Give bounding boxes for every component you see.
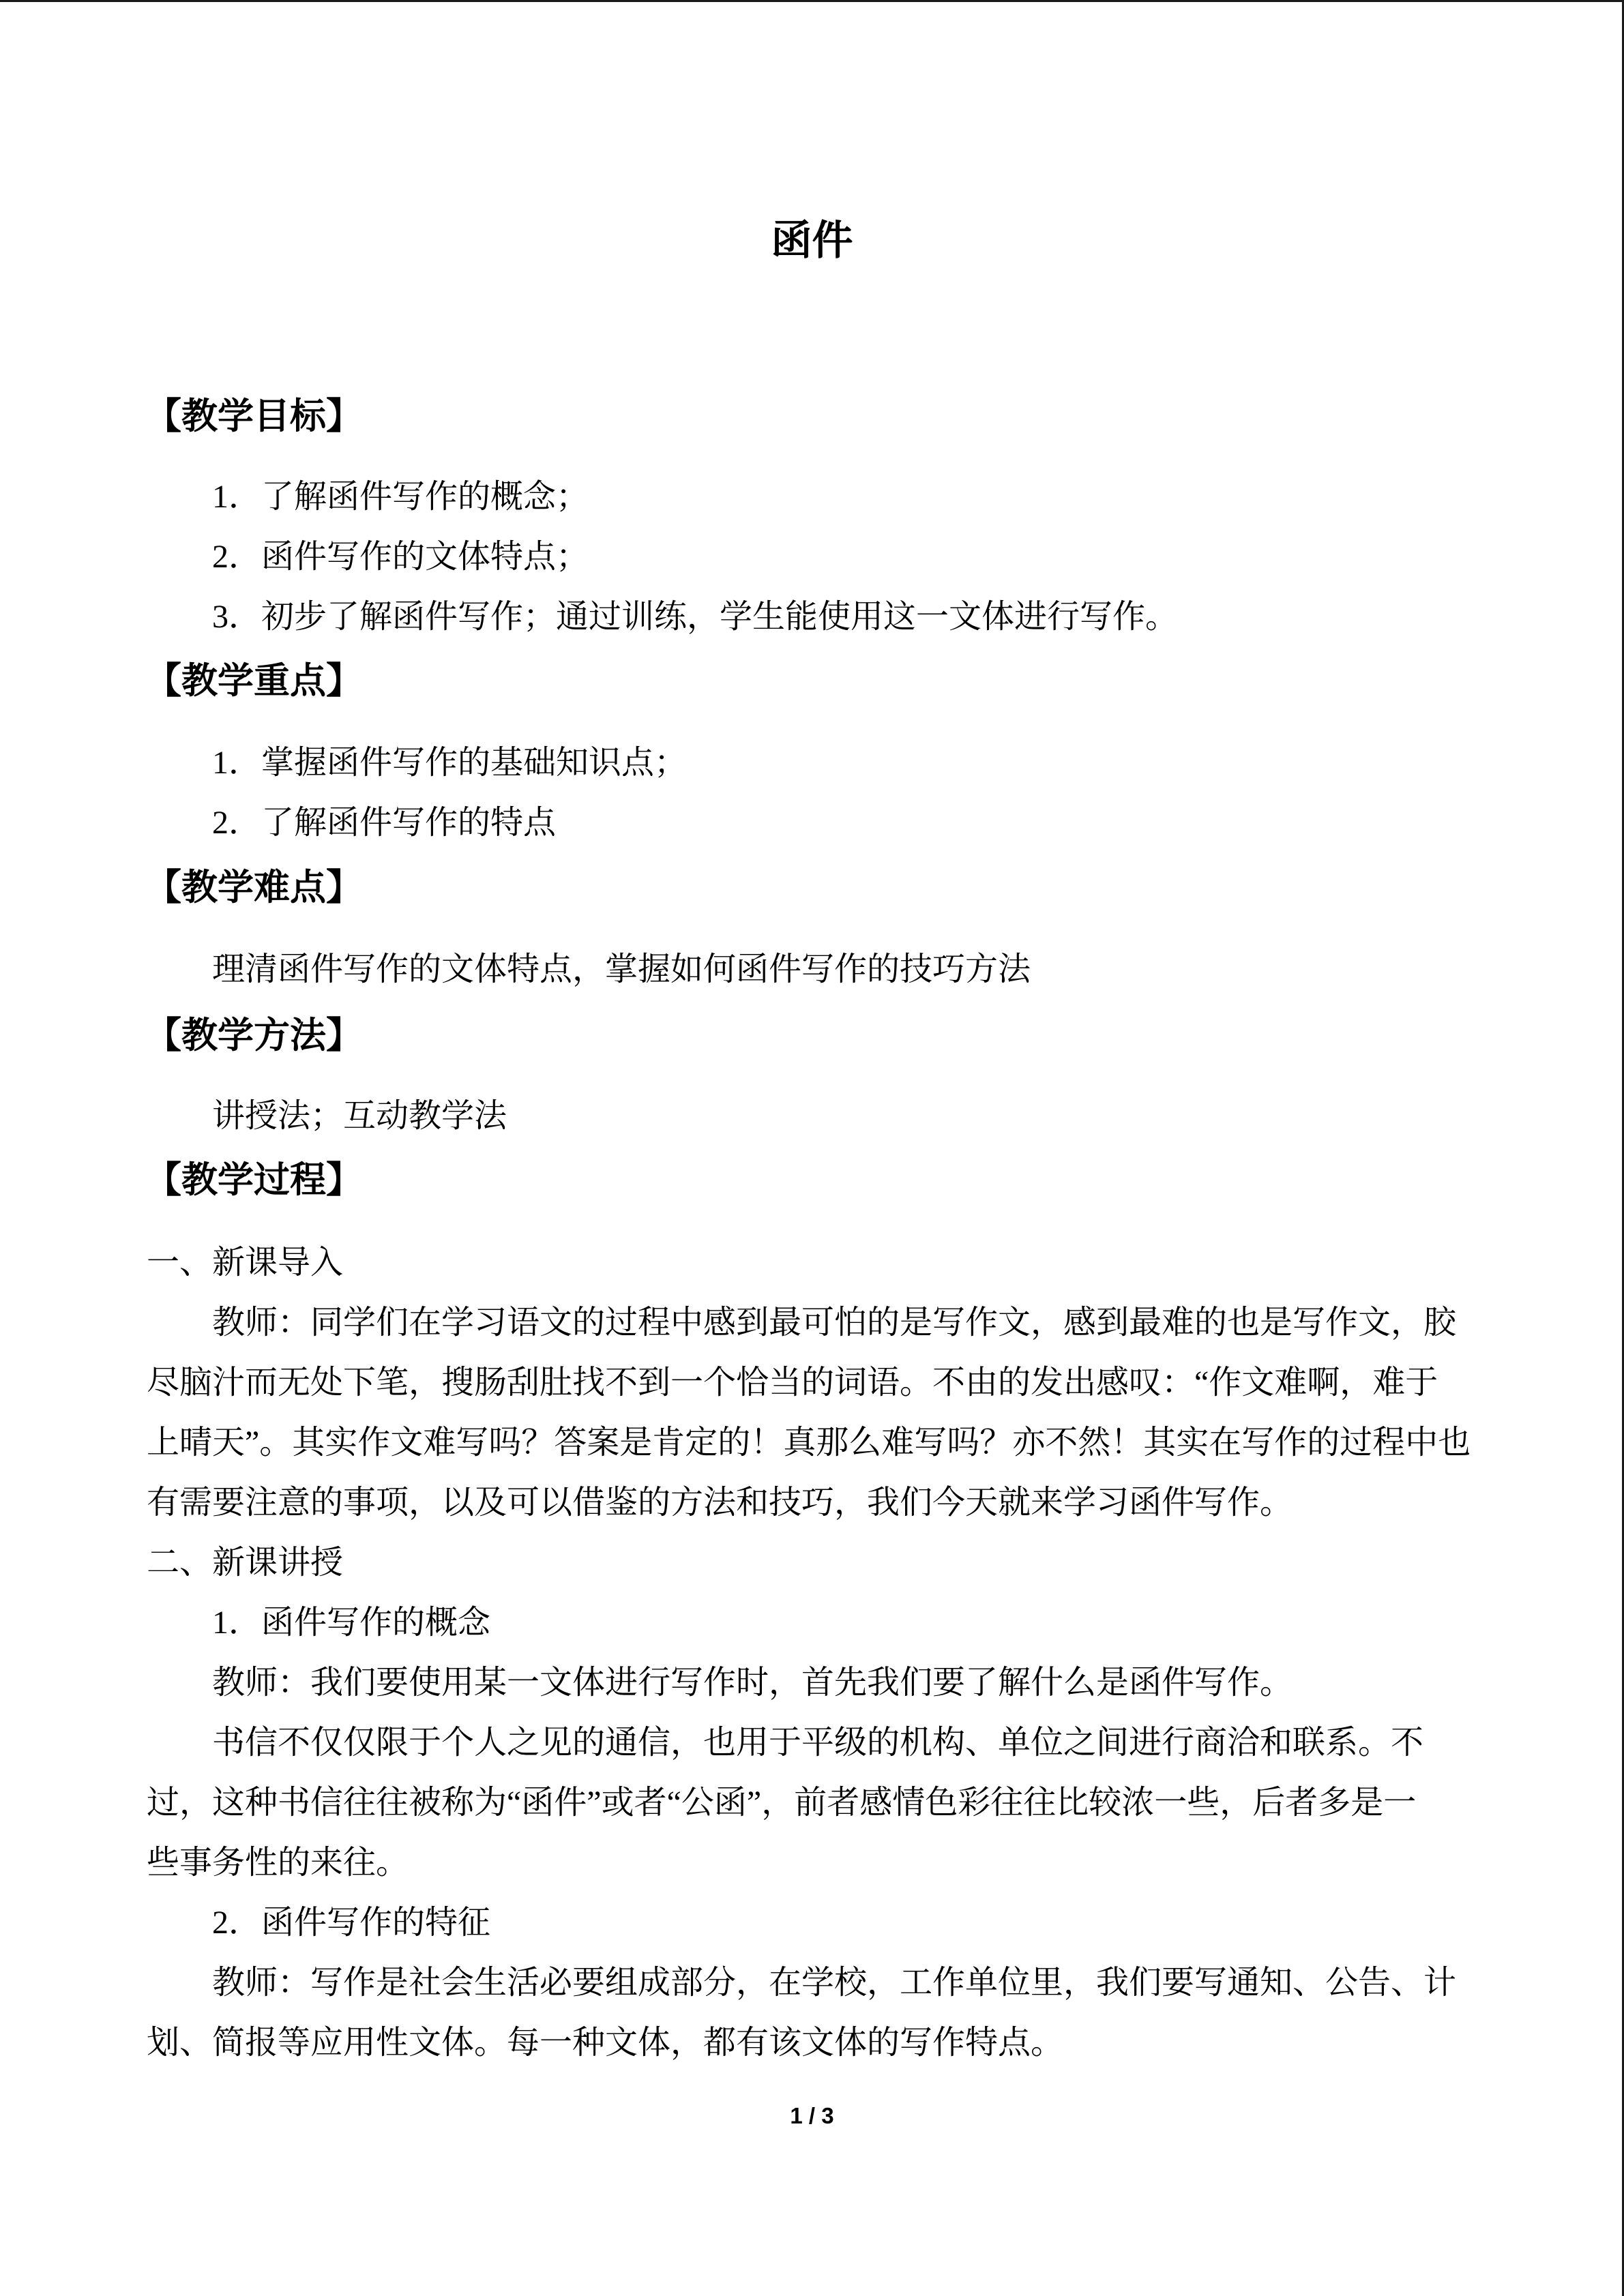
- list-item: 2．函件写作的文体特点；: [212, 539, 589, 575]
- difficulties-body: [147, 940, 1511, 1000]
- list-item: 3．初步了解函件写作；通过训练，学生能使用这一文体进行写作。: [212, 599, 1179, 635]
- list-item: 1．掌握函件写作的基础知识点；: [212, 745, 688, 781]
- concept-subtitle: 1．函件写作的概念: [212, 1605, 491, 1641]
- paragraph-line: 过，这种书信往往被称为“函件”或者“公函”，前者感情色彩往往比较浓一些，后者多是一: [147, 1785, 1417, 1821]
- paragraph-line: 尽脑汁而无处下笔，搜肠刮肚找不到一个恰当的词语。不由的发出感叹：“作文难啊，难于: [147, 1365, 1438, 1401]
- features-paragraph: [147, 1953, 1511, 2073]
- intro-title: 一、新课导入: [147, 1244, 344, 1281]
- paragraph-line: 有需要注意的事项，以及可以借鉴的方法和技巧，我们今天就来学习函件写作。: [147, 1485, 1293, 1521]
- process-heading: 【教学过程】: [145, 1160, 362, 1200]
- concept-teacher-line: 教师：我们要使用某一文体进行写作时，首先我们要了解什么是函件写作。: [212, 1665, 1293, 1701]
- list-item: 1．了解函件写作的概念；: [212, 479, 589, 515]
- objectives-heading: 【教学目标】: [145, 396, 362, 436]
- lecture-title: 二、新课讲授: [147, 1545, 344, 1581]
- methods-heading: 【教学方法】: [145, 1015, 362, 1056]
- features-subtitle: 2．函件写作的特征: [212, 1905, 491, 1941]
- paragraph-line: 划、简报等应用性文体。每一种文体，都有该文体的写作特点。: [147, 2025, 1064, 2061]
- paragraph-line: 教师：写作是社会生活必要组成部分，在学校，工作单位里，我们要写通知、公告、计: [212, 1965, 1457, 2001]
- paragraph-line: 些事务性的来往。: [147, 1845, 409, 1881]
- process-body: [147, 1233, 1511, 2073]
- intro-paragraph: [147, 1293, 1511, 1533]
- paragraph-line: 上晴天”。其实作文难写吗？答案是肯定的！真那么难写吗？亦不然！其实在写作的过程中也: [147, 1425, 1471, 1461]
- key-points-list: [147, 733, 1511, 853]
- key-points-heading: 【教学重点】: [145, 661, 362, 701]
- methods-body: [147, 1086, 1511, 1146]
- objectives-list: [147, 467, 1511, 647]
- paragraph-line: 书信不仅仅限于个人之见的通信，也用于平级的机构、单位之间进行商洽和联系。不: [212, 1725, 1424, 1761]
- list-item: 2．了解函件写作的特点: [212, 805, 557, 841]
- difficulties-heading: 【教学难点】: [145, 867, 362, 908]
- document-title: 函件: [771, 218, 853, 263]
- methods-text: 讲授法；互动教学法: [212, 1098, 507, 1134]
- page-number: 1 / 3: [790, 2103, 834, 2128]
- concept-paragraph: [147, 1713, 1511, 1893]
- paragraph-line: 教师：同学们在学习语文的过程中感到最可怕的是写作文，感到最难的也是写作文，胶: [212, 1304, 1457, 1341]
- difficulties-text: 理清函件写作的文体特点，掌握如何函件写作的技巧方法: [212, 951, 1031, 987]
